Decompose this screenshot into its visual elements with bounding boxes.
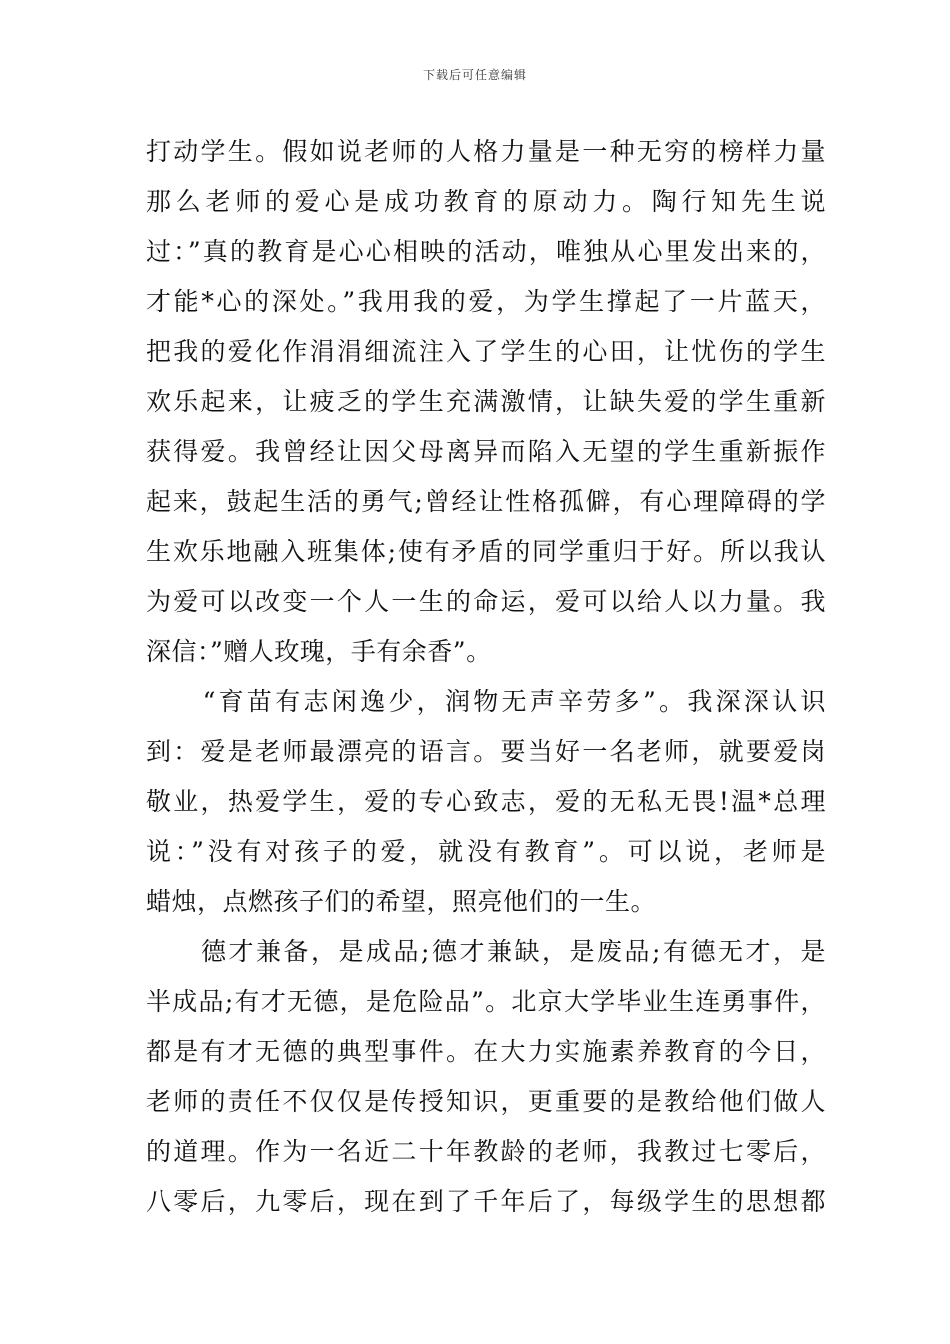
text-line: 获得爱。我曾经让因父母离异而陷入无望的学生重新振作 xyxy=(146,437,826,466)
text-line: 老师的责任不仅仅是传授知识，更重要的是教给他们做人 xyxy=(146,1087,826,1116)
text-line: 到：爱是老师最漂亮的语言。要当好一名老师，就要爱岗 xyxy=(146,737,826,766)
text-line: 深信：”赠人玫瑰，手有余香”。 xyxy=(146,637,492,666)
text-line: 都是有才无德的典型事件。在大力实施素养教育的今日， xyxy=(146,1037,826,1066)
text-line: 打动学生。假如说老师的人格力量是一种无穷的榜样力量 xyxy=(146,137,826,166)
text-line: 蜡烛，点燃孩子们的希望，照亮他们的一生。 xyxy=(146,887,657,916)
text-line: “育苗有志闲逸少，润物无声辛劳多”。我深深认识 xyxy=(146,687,826,716)
document-body xyxy=(146,127,826,1227)
text-line: 生欢乐地融入班集体;使有矛盾的同学重归于好。所以我认 xyxy=(146,537,826,566)
text-line: 起来，鼓起生活的勇气;曾经让性格孤僻，有心理障碍的学 xyxy=(146,487,826,516)
paragraph-2 xyxy=(146,677,826,927)
text-line: 八零后，九零后，现在到了千年后了，每级学生的思想都 xyxy=(146,1187,826,1216)
text-line: 德才兼备，是成品;德才兼缺，是废品;有德无才，是 xyxy=(146,937,826,966)
paragraph-1 xyxy=(146,127,826,677)
text-line: 才能*心的深处。”我用我的爱，为学生撑起了一片蓝天， xyxy=(146,287,826,316)
text-line: 把我的爱化作涓涓细流注入了学生的心田，让忧伤的学生 xyxy=(146,337,826,366)
text-line: 为爱可以改变一个人一生的命运，爱可以给人以力量。我 xyxy=(146,587,826,616)
paragraph-3 xyxy=(146,927,826,1227)
text-line: 敬业，热爱学生，爱的专心致志，爱的无私无畏!温*总理 xyxy=(146,787,826,816)
text-line: 那么老师的爱心是成功教育的原动力。陶行知先生说 xyxy=(146,187,826,216)
text-line: 半成品;有才无德，是危险品”。北京大学毕业生连勇事件， xyxy=(146,987,826,1016)
text-line: 说：”没有对孩子的爱，就没有教育”。可以说，老师是 xyxy=(146,837,826,866)
text-line: 的道理。作为一名近二十年教龄的老师，我教过七零后， xyxy=(146,1137,826,1166)
text-line: 过：”真的教育是心心相映的活动，唯独从心里发出来的， xyxy=(146,237,826,266)
text-line: 欢乐起来，让疲乏的学生充满激情，让缺失爱的学生重新 xyxy=(146,387,826,416)
page-header: 下载后可任意编辑 xyxy=(422,68,527,82)
